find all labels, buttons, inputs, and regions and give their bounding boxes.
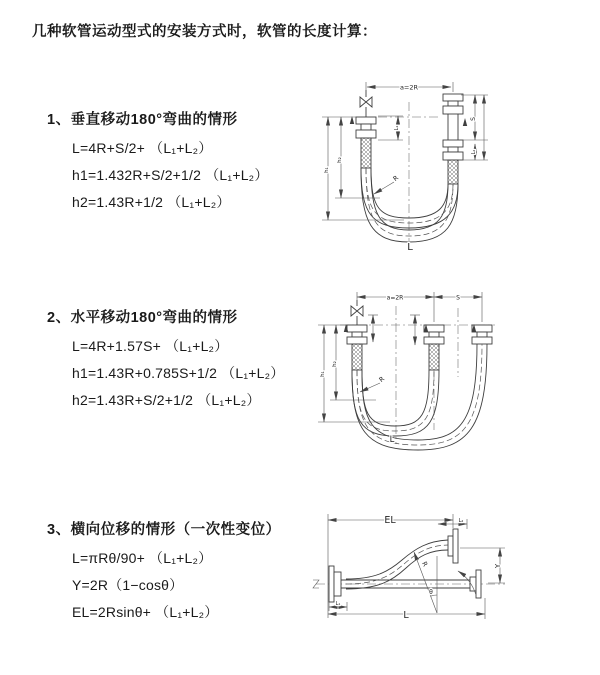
braided-hose-section [352, 344, 362, 370]
dimension-l1 [329, 601, 347, 611]
formula-2-h1: h1=1.43R+0.785S+1/2 （L₁+L₂） [72, 365, 285, 381]
radius-callout [374, 174, 400, 194]
formula-2-h2: h2=1.43R+S/2+1/2 （L₁+L₂） [72, 392, 261, 408]
hose-u-bend [352, 344, 487, 450]
braided-hose-section [448, 160, 458, 184]
dim-label-l2: L₂ [458, 518, 464, 524]
formula-3-el: EL=2Rsinθ+ （L₁+L₂） [72, 604, 219, 620]
left-flange-fitting [329, 566, 341, 602]
left-flange-fitting [347, 325, 367, 370]
dimension-l1 [378, 116, 403, 140]
section-3-heading: 3、横向位移的情形（一次性变位） [47, 522, 281, 538]
dim-label-h1: h₁ [320, 371, 326, 377]
right-flange-displaced [453, 529, 458, 563]
dim-label-l1: L₁ [335, 601, 341, 607]
diagram-vertical-180-bend [308, 70, 598, 268]
braided-hose-section [361, 138, 371, 168]
valve-icon [351, 300, 363, 325]
formula-1-h1: h1=1.432R+S/2+1/2 （L₁+L₂） [72, 167, 269, 183]
formula-1-h2: h2=1.43R+1/2 （L₁+L₂） [72, 194, 231, 210]
angle-label: θ [429, 589, 433, 596]
angle-construction [414, 552, 476, 613]
dimension-l2 [438, 518, 467, 529]
radius-callout [360, 375, 386, 392]
dim-label-h2: h₂ [332, 361, 338, 367]
dimension-stroke-s [461, 95, 488, 160]
formula-1-length: L=4R+S/2+ （L₁+L₂） [72, 140, 213, 156]
formula-2-length: L=4R+1.57S+ （L₁+L₂） [72, 338, 229, 354]
braided-hose-section [429, 344, 439, 370]
right-flange-original [476, 570, 481, 598]
dim-label-l2: L₂ [471, 149, 477, 155]
dimension-h2 [335, 117, 380, 198]
length-label: L [389, 435, 395, 445]
dim-label-s: S [456, 294, 460, 302]
right-flange-fitting-raised [443, 94, 463, 140]
page-title: 几种软管运动型式的安装方式时，软管的长度计算： [32, 24, 377, 40]
centerlines [378, 102, 441, 251]
right-flange-fitting-original [443, 140, 463, 184]
dim-label-s: S [470, 117, 477, 121]
dimension-l [328, 598, 485, 621]
length-label: L [407, 242, 413, 253]
radius-label: R [420, 560, 430, 568]
dim-label-l1: L₁ [394, 125, 400, 131]
dimension-y [460, 548, 505, 583]
radius-label: R [391, 173, 401, 183]
dim-label-a2r: a=2R [399, 83, 419, 92]
section-1-heading: 1、垂直移动180°弯曲的情形 [47, 112, 238, 128]
dim-label-h1: h₁ [324, 167, 330, 173]
formula-3-length: L=πRθ/90+ （L₁+L₂） [72, 550, 213, 566]
dim-label-h2: h₂ [337, 157, 343, 163]
fitting-length-dims [368, 315, 420, 345]
diagram-lateral-displacement [300, 498, 600, 648]
hose-u-bend [361, 168, 458, 242]
dim-label-a2r: a=2R [386, 294, 404, 302]
up-arrow [463, 118, 467, 126]
left-flange-fitting [356, 117, 376, 168]
dim-label-y: Y [494, 563, 502, 569]
valve-icon [360, 90, 372, 117]
length-label: L [403, 610, 409, 621]
dimension-width-a2r [366, 82, 453, 94]
dimension-width-a2r [357, 292, 482, 322]
section-2-heading: 2、水平移动180°弯曲的情形 [47, 310, 238, 326]
diagram-horizontal-180-bend [310, 282, 600, 472]
radius-label: R [377, 374, 387, 384]
formula-3-y: Y=2R（1−cosθ） [72, 577, 184, 593]
dim-label-el: EL [384, 515, 396, 526]
